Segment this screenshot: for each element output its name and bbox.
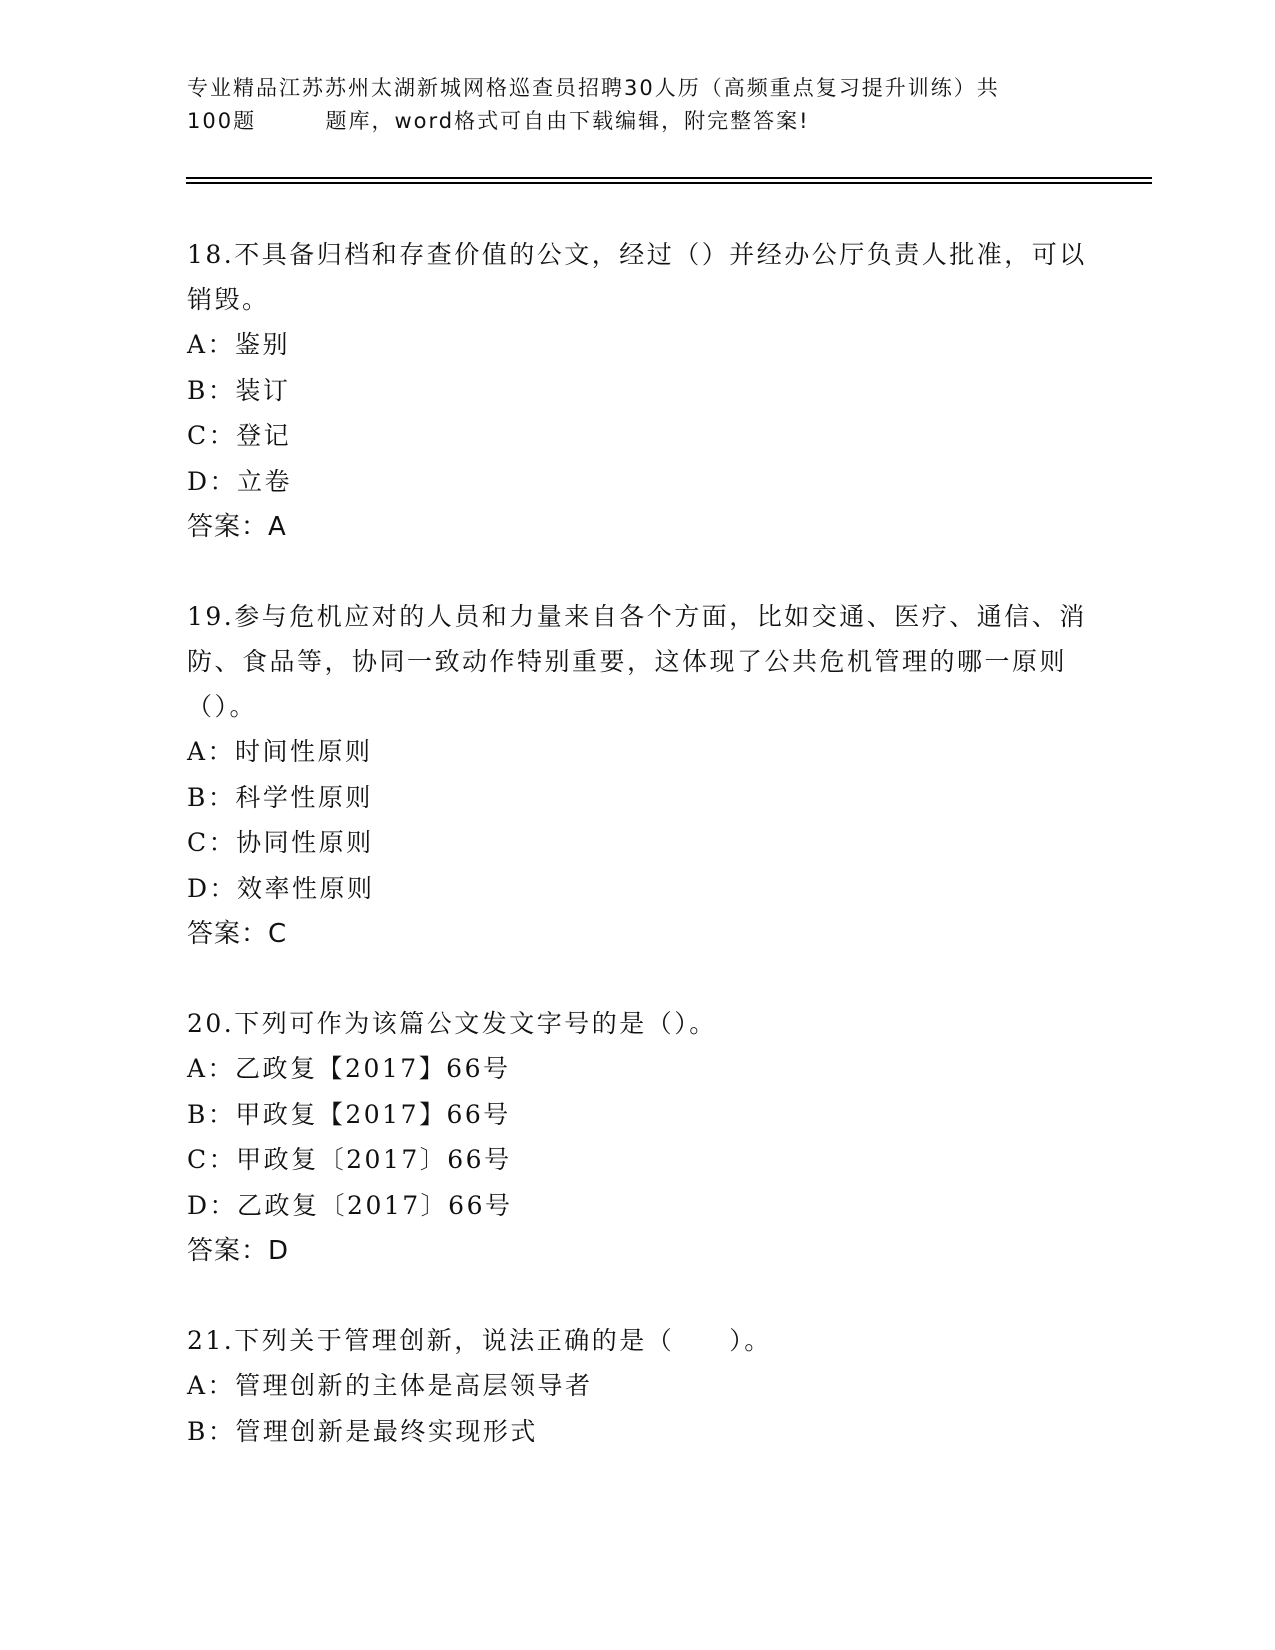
option-b: B：科学性原则 bbox=[187, 782, 373, 812]
header-title-line-1: 专业精品江苏苏州太湖新城网格巡查员招聘30人历（高频重点复习提升训练）共 bbox=[187, 76, 1000, 100]
option-b: B：管理创新是最终实现形式 bbox=[187, 1416, 538, 1446]
question-21 bbox=[187, 1318, 1087, 1454]
option-c: C：登记 bbox=[187, 421, 292, 450]
document-header bbox=[187, 72, 1087, 138]
option-d: D：立卷 bbox=[187, 466, 293, 496]
option-b: B：装订 bbox=[187, 375, 291, 405]
question-text: 18.不具备归档和存查价值的公文，经过（）并经办公厅负责人批准，可以销毁。 bbox=[187, 240, 1087, 314]
question-list bbox=[187, 232, 1087, 1498]
question-text: 20.下列可作为该篇公文发文字号的是（）。 bbox=[187, 1009, 717, 1038]
option-a: A：乙政复【2017】66号 bbox=[187, 1054, 511, 1083]
question-19 bbox=[187, 594, 1087, 957]
answer-label: 答案：D bbox=[187, 1236, 290, 1266]
header-rule-top bbox=[186, 177, 1152, 179]
question-text: 19.参与危机应对的人员和力量来自各个方面，比如交通、医疗、通信、消防、食品等，协同一致动作特别重要，这体现了公共危机管理的哪一原则（）。 bbox=[187, 602, 1087, 721]
question-text: 21.下列关于管理创新，说法正确的是（ ）。 bbox=[187, 1326, 772, 1355]
header-title-line-2: 100题 题库，word格式可自由下载编辑，附完整答案! bbox=[187, 109, 810, 133]
option-a: A：鉴别 bbox=[187, 330, 291, 359]
answer-label: 答案：C bbox=[187, 919, 288, 949]
option-d: D：乙政复〔2017〕66号 bbox=[187, 1190, 513, 1220]
option-d: D：效率性原则 bbox=[187, 873, 375, 903]
question-20 bbox=[187, 1001, 1087, 1274]
option-b: B：甲政复【2017】66号 bbox=[187, 1099, 511, 1129]
option-a: A：管理创新的主体是高层领导者 bbox=[187, 1371, 593, 1400]
header-rule-bottom bbox=[186, 182, 1152, 184]
question-18 bbox=[187, 232, 1087, 550]
option-c: C：甲政复〔2017〕66号 bbox=[187, 1145, 512, 1174]
option-a: A：时间性原则 bbox=[187, 737, 373, 766]
answer-label: 答案：A bbox=[187, 512, 287, 542]
option-c: C：协同性原则 bbox=[187, 828, 374, 857]
